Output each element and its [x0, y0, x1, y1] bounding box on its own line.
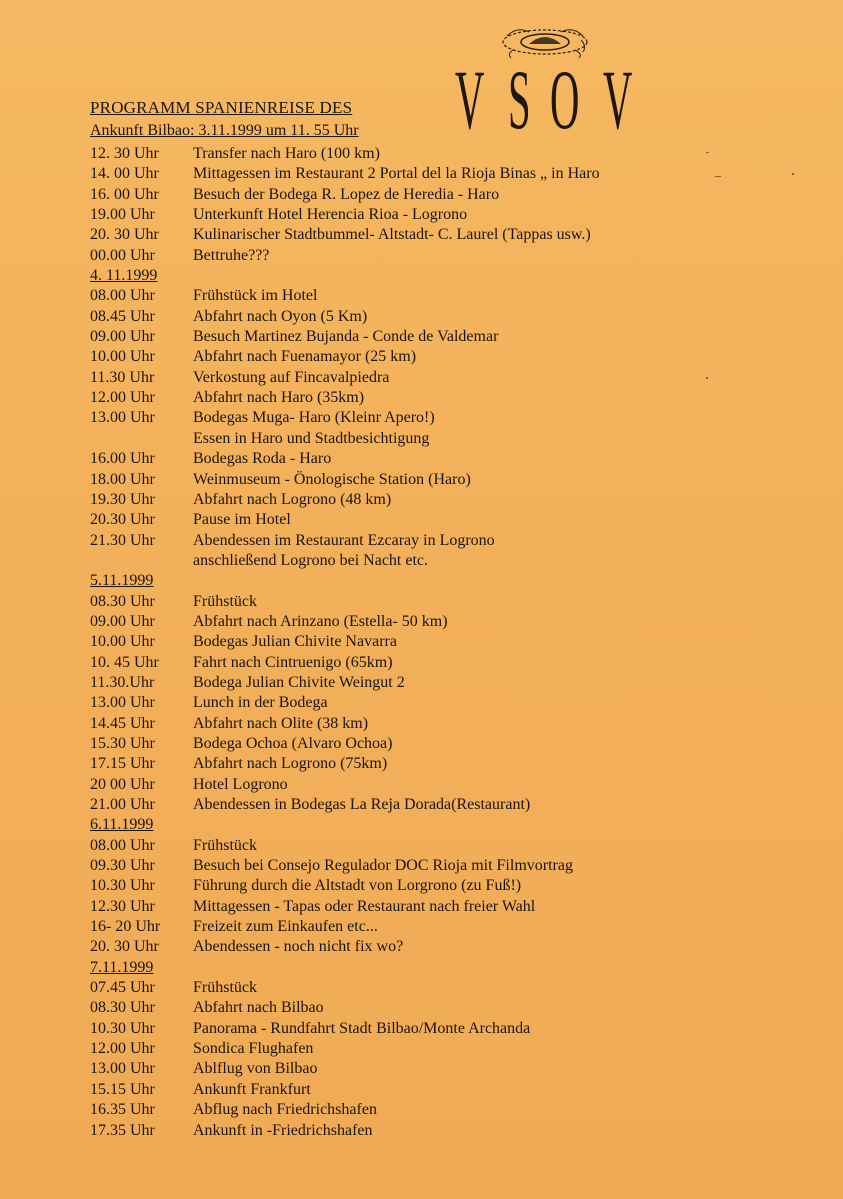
schedule-activity: Panorama - Rundfahrt Stadt Bilbao/Monte Archanda [193, 1019, 531, 1037]
logo-letter: S [508, 53, 532, 148]
schedule-row [90, 795, 790, 815]
schedule-time: 21.00 Uhr [90, 796, 155, 813]
schedule-date: 7.11.1999 [90, 958, 154, 976]
schedule-row [90, 1080, 790, 1100]
schedule-row [90, 836, 790, 856]
schedule-row [90, 246, 790, 266]
schedule-time: 19.00 Uhr [90, 206, 155, 224]
schedule-activity: Führung durch die Altstadt von Lorgrono (zu Fuß!) [193, 877, 522, 895]
schedule-activity: Besuch bei Consejo Regulador DOC Rioja mit Filmvortrag [193, 857, 573, 875]
schedule-row [90, 876, 790, 896]
schedule-time: 07.45 Uhr [90, 979, 155, 997]
schedule-activity: Mittagessen - Tapas oder Restaurant nach freier Wahl [193, 897, 536, 915]
schedule-activity: Ablflug von Bilbao [193, 1060, 318, 1078]
schedule-activity: Lunch in der Bodega [193, 694, 328, 712]
schedule-activity: Besuch der Bodega R. Lopez de Heredia - Haro [193, 185, 500, 203]
schedule-activity: Ankunft in -Friedrichshafen [193, 1121, 373, 1139]
schedule-row [90, 856, 790, 876]
schedule-row [90, 327, 790, 347]
schedule-activity: Transfer nach Haro (100 km) [193, 145, 380, 162]
date-heading-row [90, 958, 790, 978]
schedule-date: 5.11.1999 [90, 572, 154, 590]
schedule-activity: Bodegas Julian Chivite Navarra [193, 633, 397, 651]
schedule-row [90, 1039, 790, 1059]
schedule-row [90, 286, 790, 306]
schedule-time: 20. 30 Uhr [90, 226, 159, 244]
schedule-time: 20 00 Uhr [90, 775, 155, 793]
schedule-activity: Abendessen im Restaurant Ezcaray in Logrono [193, 531, 495, 549]
schedule-activity: Verkostung auf Fincavalpiedra [193, 368, 390, 386]
date-heading-row [90, 571, 790, 591]
schedule-time: 17.15 Uhr [90, 755, 155, 773]
logo-letter: V [603, 53, 633, 148]
schedule-activity: Unterkunft Hotel Herencia Rioa - Logrono [193, 206, 468, 224]
logo-lettering [455, 53, 633, 158]
schedule-date: 4. 11.1999 [90, 267, 158, 285]
schedule-row [90, 775, 790, 795]
schedule-row [90, 449, 790, 469]
schedule-activity: Abendessen in Bodegas La Reja Dorada(Restaurant) [193, 796, 531, 813]
schedule-activity: Abfahrt nach Arinzano (Estella- 50 km) [193, 612, 448, 630]
schedule-time: 08.45 Uhr [90, 307, 155, 325]
schedule-activity: Frühstück [193, 592, 257, 610]
schedule-row [90, 470, 790, 490]
schedule-time: 16- 20 Uhr [90, 918, 161, 936]
schedule-time: 19.30 Uhr [90, 490, 155, 508]
schedule-row [90, 144, 790, 164]
schedule-row [90, 754, 790, 774]
schedule-activity: Abfahrt nach Logrono (48 km) [193, 490, 392, 508]
paper-speck [706, 377, 708, 379]
schedule-row [90, 998, 790, 1018]
schedule-time: 15.15 Uhr [90, 1080, 155, 1098]
paper-speck [706, 152, 709, 153]
schedule-row [90, 205, 790, 225]
date-heading-row [90, 266, 790, 286]
vsov-logo [455, 18, 633, 158]
schedule-row [90, 531, 790, 551]
schedule-time: 09.00 Uhr [90, 328, 155, 346]
schedule-row [90, 897, 790, 917]
schedule-row [90, 632, 790, 652]
schedule-time: 11.30 Uhr [90, 368, 155, 386]
schedule-time: 10. 45 Uhr [90, 653, 159, 671]
schedule-time: 20.30 Uhr [90, 511, 155, 529]
schedule-time: 08.00 Uhr [90, 287, 155, 305]
schedule-time: 12.00 Uhr [90, 1040, 155, 1058]
schedule-activity: Bodegas Muga- Haro (Kleinr Apero!) [193, 409, 435, 427]
schedule-row [90, 388, 790, 408]
schedule-row [90, 1059, 790, 1079]
schedule-row [90, 673, 790, 693]
schedule-row [90, 307, 790, 327]
schedule-activity: Sondica Flughafen [193, 1040, 314, 1058]
schedule-activity: Abflug nach Friedrichshafen [193, 1101, 377, 1119]
schedule-activity: Fahrt nach Cintruenigo (65km) [193, 653, 393, 671]
schedule-time: 10.00 Uhr [90, 633, 155, 651]
schedule-activity: Kulinarischer Stadtbummel- Altstadt- C. Laurel (Tappas usw.) [193, 226, 591, 244]
paper-speck [792, 173, 794, 175]
schedule-activity: Abendessen - noch nicht fix wo? [193, 938, 404, 956]
schedule-row [90, 490, 790, 510]
schedule-activity: Weinmuseum - Önologische Station (Haro) [193, 470, 471, 488]
schedule-activity: Abfahrt nach Fuenamayor (25 km) [193, 348, 417, 366]
schedule-row [90, 653, 790, 673]
schedule-time: 00.00 Uhr [90, 246, 155, 264]
schedule-activity: Frühstück [193, 979, 257, 997]
schedule-activity: Bodega Julian Chivite Weingut 2 [193, 673, 405, 691]
schedule-row [90, 592, 790, 612]
schedule-time: 10.00 Uhr [90, 348, 155, 366]
schedule-time: 20. 30 Uhr [90, 938, 159, 956]
schedule-activity: Essen in Haro und Stadtbesichtigung [193, 429, 430, 447]
schedule-row [90, 225, 790, 245]
schedule-activity: Bodegas Roda - Haro [193, 450, 332, 468]
schedule-row [90, 429, 790, 449]
schedule-activity: Ankunft Frankfurt [193, 1080, 311, 1098]
schedule-activity: Pause im Hotel [193, 511, 291, 529]
schedule-row [90, 368, 790, 388]
schedule-time: 21.30 Uhr [90, 531, 155, 549]
schedule-time: 12.30 Uhr [90, 897, 155, 915]
schedule-time: 13.00 Uhr [90, 1060, 155, 1078]
logo-letter: O [549, 53, 580, 148]
schedule-activity: Frühstück [193, 836, 257, 854]
schedule-row [90, 1121, 790, 1141]
schedule-row [90, 510, 790, 530]
logo-letter: V [455, 53, 485, 148]
schedule-row [90, 734, 790, 754]
schedule-time: 13.00 Uhr [90, 409, 155, 427]
schedule-time: 14.45 Uhr [90, 714, 155, 732]
schedule-time: 17.35 Uhr [90, 1121, 155, 1139]
schedule-row [90, 1100, 790, 1120]
schedule-row [90, 917, 790, 937]
schedule-activity: Freizeit zum Einkaufen etc... [193, 918, 378, 936]
schedule-activity: Abfahrt nach Haro (35km) [193, 389, 365, 407]
schedule-time: 15.30 Uhr [90, 734, 155, 752]
schedule-time: 16.35 Uhr [90, 1101, 155, 1119]
schedule-activity: Abfahrt nach Oyon (5 Km) [193, 307, 368, 325]
schedule-time: 13.00 Uhr [90, 694, 155, 712]
schedule-activity: Mittagessen im Restaurant 2 Portal del la Rioja Binas „ in Haro [193, 165, 600, 183]
document-title: PROGRAMM SPANIENREISE DES [90, 98, 353, 117]
schedule-time: 16.00 Uhr [90, 450, 155, 468]
date-heading-row [90, 815, 790, 835]
schedule-row [90, 347, 790, 367]
schedule-row [90, 1019, 790, 1039]
schedule-time: 10.30 Uhr [90, 1019, 155, 1037]
schedule-time: 11.30.Uhr [90, 673, 155, 691]
schedule-date: 6.11.1999 [90, 816, 154, 834]
schedule-time: 08.30 Uhr [90, 592, 155, 610]
paper-speck [715, 176, 721, 177]
schedule-time: 14. 00 Uhr [90, 165, 159, 183]
schedule-activity: Bettruhe??? [193, 246, 270, 264]
schedule-activity: Bodega Ochoa (Alvaro Ochoa) [193, 734, 393, 752]
schedule-time: 16. 00 Uhr [90, 185, 159, 203]
schedule-time: 18.00 Uhr [90, 470, 155, 488]
schedule-activity: anschließend Logrono bei Nacht etc. [193, 551, 429, 569]
schedule-activity: Hotel Logrono [193, 775, 288, 793]
schedule-time: 10.30 Uhr [90, 877, 155, 895]
schedule-row [90, 612, 790, 632]
schedule-activity: Abfahrt nach Logrono (75km) [193, 755, 388, 773]
schedule-row [90, 937, 790, 957]
schedule-activity: Abfahrt nach Olite (38 km) [193, 714, 369, 732]
schedule-time: 08.30 Uhr [90, 999, 155, 1017]
schedule-time: 09.30 Uhr [90, 857, 155, 875]
schedule-time: 09.00 Uhr [90, 612, 155, 630]
schedule-time: 08.00 Uhr [90, 836, 155, 854]
arrival-line: Ankunft Bilbao: 3.11.1999 um 11. 55 Uhr [90, 122, 359, 139]
schedule-time: 12.00 Uhr [90, 389, 155, 407]
schedule-activity: Besuch Martinez Bujanda - Conde de Valdemar [193, 328, 499, 346]
schedule-time: 12. 30 Uhr [90, 145, 159, 162]
schedule-row [90, 714, 790, 734]
schedule-row [90, 978, 790, 998]
schedule-row [90, 164, 790, 184]
schedule-row [90, 693, 790, 713]
schedule-activity: Abfahrt nach Bilbao [193, 999, 324, 1017]
schedule-list [90, 144, 790, 1141]
schedule-row [90, 185, 790, 205]
schedule-row [90, 408, 790, 428]
schedule-row [90, 551, 790, 571]
schedule-activity: Frühstück im Hotel [193, 287, 318, 305]
